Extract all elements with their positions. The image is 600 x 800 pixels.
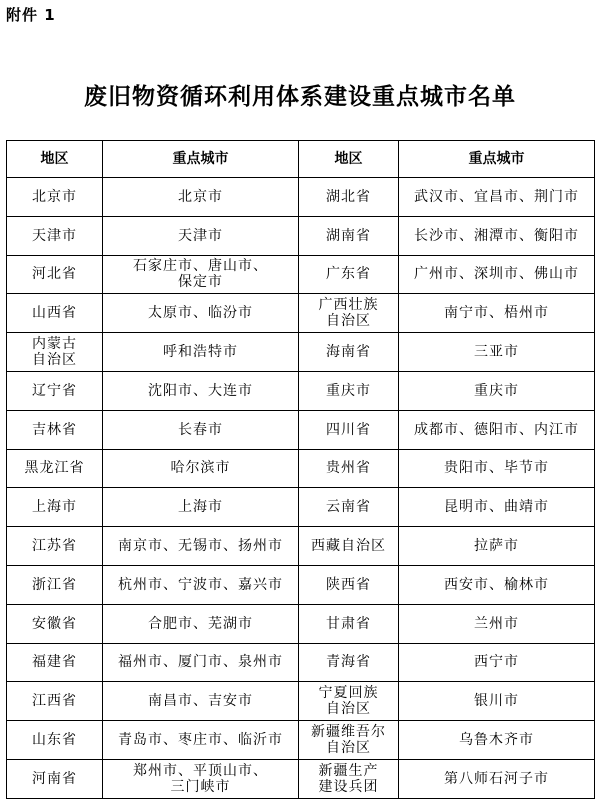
region-cell: 浙江省 bbox=[7, 565, 103, 604]
cities-cell: 天津市 bbox=[103, 216, 299, 255]
region-cell: 甘肃省 bbox=[299, 604, 399, 643]
region-cell: 湖北省 bbox=[299, 178, 399, 217]
table-row bbox=[7, 759, 595, 798]
table-row bbox=[7, 294, 595, 333]
cities-cell: 西宁市 bbox=[399, 643, 595, 682]
cities-cell: 长沙市、湘潭市、衡阳市 bbox=[399, 216, 595, 255]
cities-cell: 重庆市 bbox=[399, 371, 595, 410]
cities-cell: 昆明市、曲靖市 bbox=[399, 488, 595, 527]
region-cell: 湖南省 bbox=[299, 216, 399, 255]
header-cities-right: 重点城市 bbox=[399, 141, 595, 178]
region-cell: 重庆市 bbox=[299, 371, 399, 410]
table-row bbox=[7, 449, 595, 488]
table-row bbox=[7, 721, 595, 760]
region-cell: 安徽省 bbox=[7, 604, 103, 643]
region-cell: 河南省 bbox=[7, 759, 103, 798]
header-region-right: 地区 bbox=[299, 141, 399, 178]
table-row bbox=[7, 333, 595, 372]
cities-cell: 呼和浩特市 bbox=[103, 333, 299, 372]
region-cell: 天津市 bbox=[7, 216, 103, 255]
region-cell: 北京市 bbox=[7, 178, 103, 217]
cities-cell: 第八师石河子市 bbox=[399, 759, 595, 798]
cities-cell: 银川市 bbox=[399, 682, 595, 721]
region-cell: 新疆生产 建设兵团 bbox=[299, 759, 399, 798]
region-cell: 吉林省 bbox=[7, 410, 103, 449]
table-row bbox=[7, 216, 595, 255]
region-cell: 宁夏回族 自治区 bbox=[299, 682, 399, 721]
city-list-table bbox=[6, 140, 595, 799]
region-cell: 江苏省 bbox=[7, 527, 103, 566]
region-cell: 黑龙江省 bbox=[7, 449, 103, 488]
cities-cell: 三亚市 bbox=[399, 333, 595, 372]
region-cell: 内蒙古 自治区 bbox=[7, 333, 103, 372]
region-cell: 辽宁省 bbox=[7, 371, 103, 410]
region-cell: 青海省 bbox=[299, 643, 399, 682]
cities-cell: 成都市、德阳市、内江市 bbox=[399, 410, 595, 449]
cities-cell: 武汉市、宜昌市、荆门市 bbox=[399, 178, 595, 217]
table-row bbox=[7, 682, 595, 721]
table-row bbox=[7, 178, 595, 217]
table-row bbox=[7, 604, 595, 643]
region-cell: 新疆维吾尔 自治区 bbox=[299, 721, 399, 760]
header-region-left: 地区 bbox=[7, 141, 103, 178]
cities-cell: 太原市、临汾市 bbox=[103, 294, 299, 333]
cities-cell: 郑州市、平顶山市、 三门峡市 bbox=[103, 759, 299, 798]
cities-cell: 长春市 bbox=[103, 410, 299, 449]
cities-cell: 兰州市 bbox=[399, 604, 595, 643]
document-title: 废旧物资循环利用体系建设重点城市名单 bbox=[84, 83, 516, 110]
cities-cell: 乌鲁木齐市 bbox=[399, 721, 595, 760]
region-cell: 广西壮族 自治区 bbox=[299, 294, 399, 333]
cities-cell: 哈尔滨市 bbox=[103, 449, 299, 488]
region-cell: 山西省 bbox=[7, 294, 103, 333]
attachment-label: 附件 1 bbox=[6, 6, 56, 24]
cities-cell: 南京市、无锡市、扬州市 bbox=[103, 527, 299, 566]
table-row bbox=[7, 255, 595, 294]
table-row bbox=[7, 371, 595, 410]
cities-cell: 贵阳市、毕节市 bbox=[399, 449, 595, 488]
table-body bbox=[7, 178, 595, 799]
table-row bbox=[7, 410, 595, 449]
cities-cell: 南昌市、吉安市 bbox=[103, 682, 299, 721]
cities-cell: 青岛市、枣庄市、临沂市 bbox=[103, 721, 299, 760]
table-row bbox=[7, 488, 595, 527]
cities-cell: 北京市 bbox=[103, 178, 299, 217]
region-cell: 云南省 bbox=[299, 488, 399, 527]
region-cell: 海南省 bbox=[299, 333, 399, 372]
table-row bbox=[7, 643, 595, 682]
cities-cell: 沈阳市、大连市 bbox=[103, 371, 299, 410]
region-cell: 福建省 bbox=[7, 643, 103, 682]
cities-cell: 南宁市、梧州市 bbox=[399, 294, 595, 333]
region-cell: 山东省 bbox=[7, 721, 103, 760]
region-cell: 四川省 bbox=[299, 410, 399, 449]
cities-cell: 石家庄市、唐山市、 保定市 bbox=[103, 255, 299, 294]
region-cell: 西藏自治区 bbox=[299, 527, 399, 566]
header-cities-left: 重点城市 bbox=[103, 141, 299, 178]
table-row bbox=[7, 565, 595, 604]
cities-cell: 杭州市、宁波市、嘉兴市 bbox=[103, 565, 299, 604]
region-cell: 河北省 bbox=[7, 255, 103, 294]
region-cell: 陕西省 bbox=[299, 565, 399, 604]
cities-cell: 拉萨市 bbox=[399, 527, 595, 566]
region-cell: 上海市 bbox=[7, 488, 103, 527]
table-header-row bbox=[7, 141, 595, 178]
cities-cell: 广州市、深圳市、佛山市 bbox=[399, 255, 595, 294]
region-cell: 广东省 bbox=[299, 255, 399, 294]
cities-cell: 上海市 bbox=[103, 488, 299, 527]
cities-cell: 西安市、榆林市 bbox=[399, 565, 595, 604]
region-cell: 贵州省 bbox=[299, 449, 399, 488]
cities-cell: 合肥市、芜湖市 bbox=[103, 604, 299, 643]
cities-cell: 福州市、厦门市、泉州市 bbox=[103, 643, 299, 682]
table-row bbox=[7, 527, 595, 566]
region-cell: 江西省 bbox=[7, 682, 103, 721]
